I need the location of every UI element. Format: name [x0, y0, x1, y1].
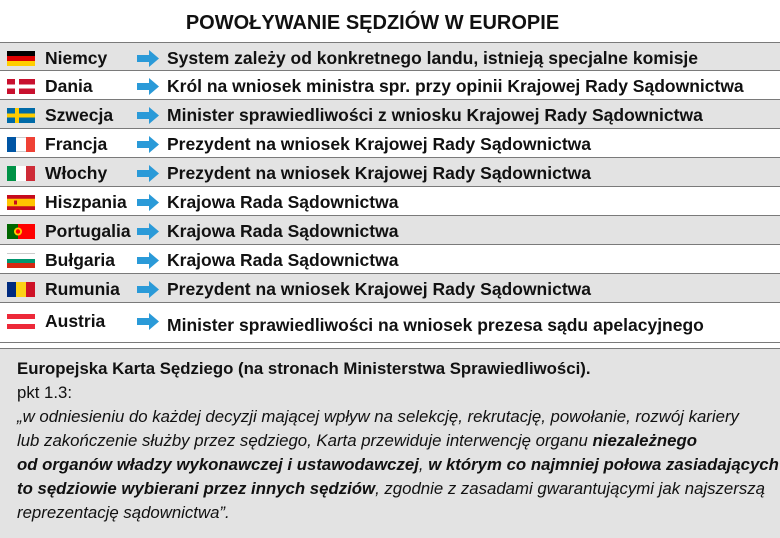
- quote-line-3: [17, 453, 780, 477]
- quote-text: lub zakończenie służby przez sędziego, Karta przewiduje interwencję organu: [17, 431, 593, 450]
- quote-line-5: reprezentację sądownictwa”.: [17, 503, 230, 522]
- countries-table: [0, 42, 780, 343]
- charter-quote-box: [0, 348, 780, 538]
- quote-line-1: „w odniesieniu do każdej decyzji mającej wpływ na selekcję, rekrutację, powołanie, rozwój kariery: [17, 407, 739, 426]
- country-name: Hiszpania: [45, 192, 127, 212]
- table-row-bulgaria: [0, 245, 780, 274]
- country-name: Dania: [45, 76, 93, 96]
- table-row-italy: [0, 158, 780, 187]
- country-name: Rumunia: [45, 279, 120, 299]
- country-name: Włochy: [45, 163, 108, 183]
- appointment-description: Prezydent na wniosek Krajowej Rady Sądownictwa: [167, 163, 592, 183]
- table-row-denmark: [0, 71, 780, 100]
- arrow-right-icon: [137, 78, 159, 95]
- arrow-right-icon: [137, 281, 159, 298]
- table-row-austria: [0, 303, 780, 343]
- quote-line-2: [17, 429, 780, 453]
- arrow-right-icon: [137, 223, 159, 240]
- quote-emphasis: od organów władzy wykonawczej i ustawodawczej: [17, 455, 419, 474]
- appointment-description: System zależy od konkretnego landu, istnieją specjalne komisje: [167, 48, 699, 68]
- portugal-flag-icon: [7, 224, 35, 239]
- country-name: Niemcy: [45, 48, 108, 68]
- quote-line-4: [17, 477, 780, 501]
- appointment-description: Krajowa Rada Sądownictwa: [167, 192, 399, 212]
- quote-text: ,: [418, 455, 429, 474]
- page-title: POWOŁYWANIE SĘDZIÓW W EUROPIE: [185, 12, 560, 34]
- appointment-description: Król na wniosek ministra spr. przy opinii Krajowej Rady Sądownictwa: [167, 76, 744, 96]
- country-name: Szwecja: [45, 105, 114, 125]
- sweden-flag-icon: [7, 108, 35, 123]
- quote-heading: Europejska Karta Sędziego (na stronach Ministerstwa Sprawiedliwości).: [17, 359, 591, 378]
- table-row-portugal: [0, 216, 780, 245]
- quote-emphasis: w którym co najmniej połowa zasiadających: [428, 455, 779, 474]
- arrow-right-icon: [137, 107, 159, 124]
- appointment-description: Krajowa Rada Sądownictwa: [167, 250, 399, 270]
- country-name: Bułgaria: [45, 250, 116, 270]
- romania-flag-icon: [7, 282, 35, 297]
- quote-emphasis: niezależnego: [592, 431, 697, 450]
- austria-flag-icon: [7, 314, 35, 329]
- country-name: Francja: [45, 134, 108, 154]
- arrow-right-icon: [137, 136, 159, 153]
- bulgaria-flag-icon: [7, 253, 35, 268]
- country-name: Portugalia: [45, 221, 131, 241]
- arrow-right-icon: [137, 252, 159, 269]
- appointment-description: Krajowa Rada Sądownictwa: [167, 221, 399, 241]
- spain-flag-icon: [7, 195, 35, 210]
- arrow-right-icon: [137, 194, 159, 211]
- quote-point: pkt 1.3:: [17, 383, 73, 402]
- appointment-description: Minister sprawiedliwości z wniosku Krajowej Rady Sądownictwa: [167, 105, 703, 125]
- appointment-description: Prezydent na wniosek Krajowej Rady Sądownictwa: [167, 134, 592, 154]
- arrow-right-icon: [137, 50, 159, 67]
- table-row-france: [0, 129, 780, 158]
- table-row-romania: [0, 274, 780, 303]
- arrow-right-icon: [137, 165, 159, 182]
- germany-flag-icon: [7, 51, 35, 66]
- table-row-sweden: [0, 100, 780, 129]
- quote-text: , zgodnie z zasadami gwarantującymi jak najszerszą: [375, 479, 765, 498]
- arrow-right-icon: [137, 313, 159, 330]
- appointment-description: Minister sprawiedliwości na wniosek prezesa sądu apelacyjnego: [167, 315, 704, 335]
- france-flag-icon: [7, 137, 35, 152]
- italy-flag-icon: [7, 166, 35, 181]
- table-row-spain: [0, 187, 780, 216]
- denmark-flag-icon: [7, 79, 35, 94]
- table-row-germany: [0, 42, 780, 71]
- country-name: Austria: [45, 311, 106, 331]
- appointment-description: Prezydent na wniosek Krajowej Rady Sądownictwa: [167, 279, 592, 299]
- quote-emphasis: to sędziowie wybierani przez innych sędziów: [17, 479, 376, 498]
